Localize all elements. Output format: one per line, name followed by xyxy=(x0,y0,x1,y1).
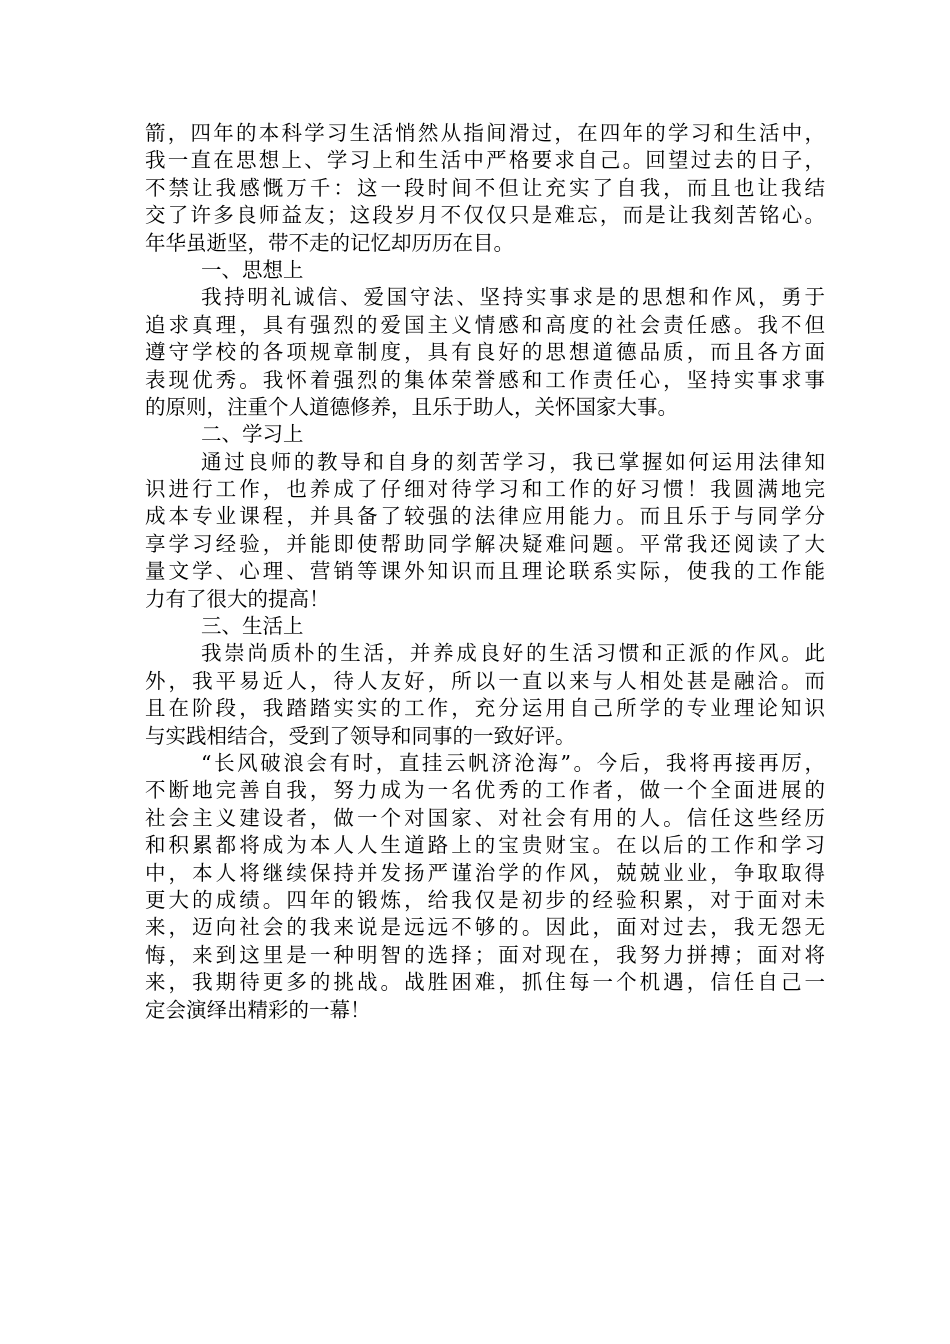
text-line: 我持明礼诚信、爱国守法、坚持实事求是的思想和作风，勇于 xyxy=(201,285,825,310)
text-line: 悔，来到这里是一种明智的选择；面对现在，我努力拼搏；面对将 xyxy=(145,942,825,967)
document-body xyxy=(145,120,825,1024)
text-line: 享学习经验，并能即使帮助同学解决疑难问题。平常我还阅读了大 xyxy=(145,531,825,556)
text-line: 识进行工作，也养成了仔细对待学习和工作的好习惯！我圆满地完 xyxy=(145,477,825,502)
text-line: 年华虽逝坚，带不走的记忆却历历在目。 xyxy=(145,230,514,255)
text-line: 不断地完善自我，努力成为一名优秀的工作者，做一个全面进展的 xyxy=(145,778,825,803)
text-line: 外，我平易近人，待人友好，所以一直以来与人相处甚是融洽。而 xyxy=(145,668,825,693)
text-line: 力有了很大的提高！ xyxy=(145,586,330,611)
text-line: 和积累都将成为本人人生道路上的宝贵财宝。在以后的工作和学习 xyxy=(145,833,825,858)
text-line: 成本专业课程，并具备了较强的法律应用能力。而且乐于与同学分 xyxy=(145,504,825,529)
text-line: 来，我期待更多的挑战。战胜困难，抓住每一个机遇，信任自己一 xyxy=(145,970,825,995)
section-heading: 一、思想上 xyxy=(201,257,304,282)
section-heading: 三、生活上 xyxy=(201,614,304,639)
text-line: 与实践相结合，受到了领导和同事的一致好评。 xyxy=(145,723,576,748)
text-line: 量文学、心理、营销等课外知识而且理论联系实际，使我的工作能 xyxy=(145,559,825,584)
text-line: 更大的成绩。四年的锻炼，给我仅是初步的经验积累，对于面对未 xyxy=(145,887,825,912)
text-line: 通过良师的教导和自身的刻苦学习，我已掌握如何运用法律知 xyxy=(201,449,825,474)
text-line: 我崇尚质朴的生活，并养成良好的生活习惯和正派的作风。此 xyxy=(201,641,825,666)
section-heading: 二、学习上 xyxy=(201,422,304,447)
text-line: “长风破浪会有时，直挂云帆济沧海”。今后，我将再接再厉， xyxy=(201,750,825,775)
text-line: 且在阶段，我踏踏实实的工作，充分运用自己所学的专业理论知识 xyxy=(145,696,825,721)
text-line: 的原则，注重个人道德修养，且乐于助人，关怀国家大事。 xyxy=(145,394,678,419)
text-line: 定会演绎出精彩的一幕！ xyxy=(145,997,371,1022)
text-line: 中，本人将继续保持并发扬严谨治学的作风，兢兢业业，争取取得 xyxy=(145,860,825,885)
text-line: 来，迈向社会的我来说是远远不够的。因此，面对过去，我无怨无 xyxy=(145,915,825,940)
text-line: 表现优秀。我怀着强烈的集体荣誉感和工作责任心，坚持实事求事 xyxy=(145,367,825,392)
text-line: 我一直在思想上、学习上和生活中严格要求自己。回望过去的日子， xyxy=(145,148,825,173)
text-line: 交了许多良师益友；这段岁月不仅仅只是难忘，而是让我刻苦铭心。 xyxy=(145,203,825,228)
text-line: 追求真理，具有强烈的爱国主义情感和高度的社会责任感。我不但 xyxy=(145,312,825,337)
text-line: 不禁让我感慨万千：这一段时间不但让充实了自我，而且也让我结 xyxy=(145,175,825,200)
text-line: 社会主义建设者，做一个对国家、对社会有用的人。信任这些经历 xyxy=(145,805,825,830)
text-line: 箭，四年的本科学习生活悄然从指间滑过，在四年的学习和生活中， xyxy=(145,121,825,145)
text-line: 遵守学校的各项规章制度，具有良好的思想道德品质，而且各方面 xyxy=(145,340,825,365)
